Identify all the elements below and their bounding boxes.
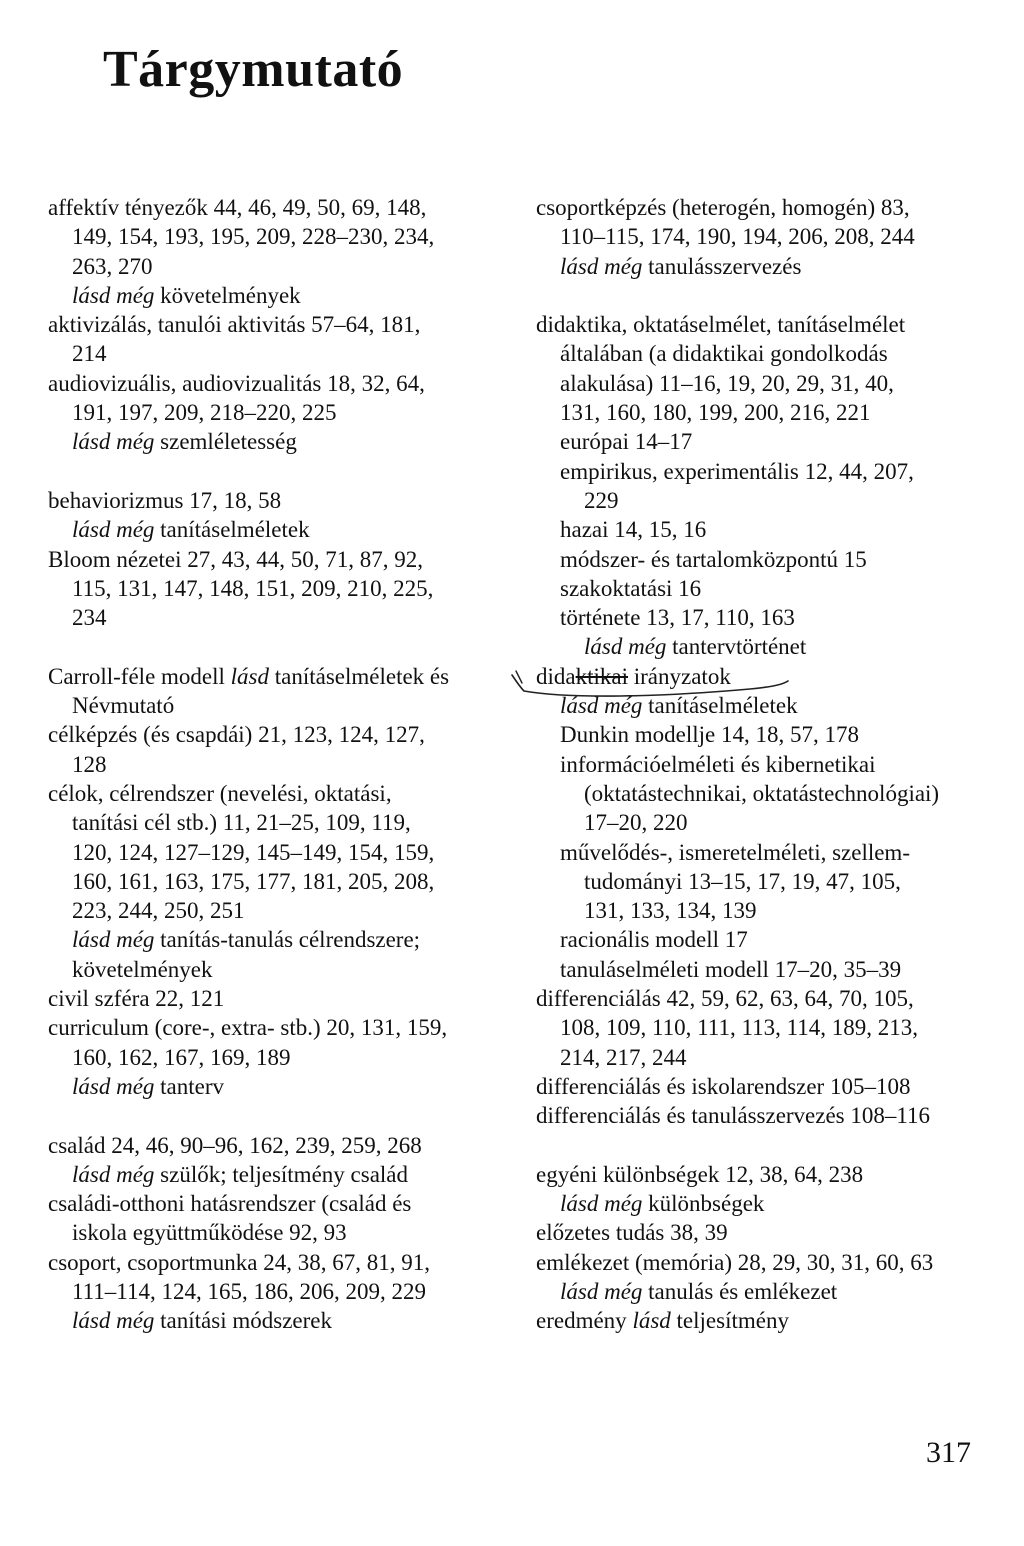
- blank-line: [536, 281, 996, 310]
- index-entry: [48, 984, 508, 1013]
- index-entry: [48, 1248, 508, 1277]
- index-subline: [48, 398, 508, 427]
- index-entry: [48, 369, 508, 398]
- index-entry: [48, 662, 508, 691]
- entry-text: emlékezet (memória) 28, 29, 30, 31, 60, 63: [536, 1249, 934, 1275]
- entry-text: differenciálás és iskolarendszer 105–108: [536, 1073, 911, 1099]
- index-subline: [48, 838, 508, 867]
- entry-text: módszer- és tartalomközpontú 15: [560, 546, 867, 572]
- index-subline: [536, 1013, 996, 1042]
- index-entry: [48, 545, 508, 574]
- entry-text: szülők; teljesítmény család: [154, 1161, 408, 1187]
- entry-text: differenciálás 42, 59, 62, 63, 64, 70, 105,: [536, 986, 914, 1012]
- entry-text: célok, célrendszer (nevelési, oktatási,: [48, 780, 392, 806]
- entry-text: aktivizálás, tanulói aktivitás 57–64, 181,: [48, 312, 421, 338]
- index-subline: [48, 1072, 508, 1101]
- index-subline: [536, 867, 996, 896]
- entry-text: racionális modell 17: [560, 927, 748, 953]
- index-subline: [536, 632, 996, 661]
- entry-text: tanításelméletek: [642, 693, 798, 719]
- index-subline: [536, 515, 996, 544]
- cross-reference-label: lásd még: [72, 927, 155, 953]
- entry-text: 149, 154, 193, 195, 209, 228–230, 234,: [72, 224, 435, 250]
- index-subline: [48, 808, 508, 837]
- entry-text: hazai 14, 15, 16: [560, 517, 707, 543]
- entry-text: előzetes tudás 38, 39: [536, 1220, 728, 1246]
- entry-text: civil szféra 22, 121: [48, 986, 225, 1012]
- entry-text: 120, 124, 127–129, 145–149, 154, 159,: [72, 839, 435, 865]
- index-subline: [536, 808, 996, 837]
- entry-text: tanításelméletek: [154, 517, 310, 543]
- index-subline: [48, 574, 508, 603]
- entry-text: 214, 217, 244: [560, 1044, 687, 1070]
- entry-text: 131, 133, 134, 139: [584, 898, 757, 924]
- entry-text: 115, 131, 147, 148, 151, 209, 210, 225,: [72, 575, 434, 601]
- entry-text: 263, 270: [72, 253, 153, 279]
- entry-text: (oktatástechnikai, oktatástechnológiai): [584, 780, 940, 806]
- index-subline: [48, 925, 508, 954]
- entry-text: 214: [72, 341, 107, 367]
- cross-reference-label: lásd még: [560, 1191, 643, 1217]
- entry-text: 229: [584, 487, 619, 513]
- index-subline: [48, 281, 508, 310]
- index-entry: [48, 193, 508, 222]
- entry-text: tantervtörténet: [666, 634, 807, 660]
- entry-text: célképzés (és csapdái) 21, 123, 124, 127,: [48, 722, 425, 748]
- cross-reference-label: lásd még: [72, 1073, 155, 1099]
- entry-text: 234: [72, 605, 107, 631]
- index-subline: [536, 398, 996, 427]
- index-subline: [48, 603, 508, 632]
- index-subline: [536, 955, 996, 984]
- entry-text: 128: [72, 751, 107, 777]
- entry-text: 108, 109, 110, 111, 113, 114, 189, 213,: [560, 1015, 918, 1041]
- index-entry: [536, 310, 996, 339]
- index-entry: [48, 1189, 508, 1218]
- entry-text: története 13, 17, 110, 163: [560, 605, 795, 631]
- index-subline: [536, 369, 996, 398]
- cross-reference-label: lásd még: [72, 1308, 155, 1334]
- blank-line: [48, 632, 508, 661]
- index-subline: [536, 603, 996, 632]
- entry-text: követelmények: [154, 282, 301, 308]
- entry-text: tanításelméletek és: [269, 663, 450, 689]
- entry-text: 17–20, 220: [584, 810, 688, 836]
- entry-text: 191, 197, 209, 218–220, 225: [72, 400, 337, 426]
- index-entry: [48, 310, 508, 339]
- entry-text: affektív tényezők 44, 46, 49, 50, 69, 148,: [48, 195, 427, 220]
- index-entry: [536, 1101, 996, 1130]
- entry-text: európai 14–17: [560, 429, 693, 455]
- index-subline: [536, 427, 996, 456]
- index-column-right: [536, 193, 996, 1336]
- entry-text: követelmények: [72, 956, 213, 982]
- blank-line: [536, 1131, 996, 1160]
- index-subline: [536, 486, 996, 515]
- index-subline: [536, 339, 996, 368]
- cross-reference-label: lásd még: [72, 1161, 155, 1187]
- cross-reference-label: lásd még: [560, 693, 643, 719]
- index-subline: [48, 515, 508, 544]
- index-subline: [48, 867, 508, 896]
- entry-text: 223, 244, 250, 251: [72, 898, 245, 924]
- cross-reference-label: lásd: [230, 663, 269, 689]
- index-entry: [536, 1160, 996, 1189]
- cross-reference-label: lásd még: [560, 253, 643, 279]
- entry-text: tanulás és emlékezet: [642, 1278, 838, 1304]
- index-subline: [536, 779, 996, 808]
- entry-text: Bloom nézetei 27, 43, 44, 50, 71, 87, 92,: [48, 546, 423, 572]
- entry-text: audiovizuális, audiovizualitás 18, 32, 64,: [48, 370, 425, 396]
- entry-text: szakoktatási 16: [560, 575, 702, 601]
- index-entry: [48, 779, 508, 808]
- page-title: Tárgymutató: [103, 41, 404, 98]
- cross-reference-label: lásd még: [584, 634, 667, 660]
- entry-text: művelődés-, ismeretelméleti, szellem-: [560, 839, 910, 865]
- index-subline: [536, 252, 996, 281]
- index-subline: [48, 427, 508, 456]
- cross-reference-label: lásd még: [72, 429, 155, 455]
- index-subline: [48, 955, 508, 984]
- entry-text: Carroll-féle modell: [48, 663, 231, 689]
- entry-text: differenciálás és tanulásszervezés 108–116: [536, 1103, 931, 1129]
- entry-text: ktikai: [575, 663, 628, 689]
- index-subline: [536, 545, 996, 574]
- entry-text: 160, 162, 167, 169, 189: [72, 1044, 291, 1070]
- entry-text: tanterv: [154, 1073, 225, 1099]
- blank-line: [48, 457, 508, 486]
- page-number: 317: [926, 1436, 971, 1469]
- index-subline: [536, 750, 996, 779]
- index-subline: [536, 1189, 996, 1218]
- index-subline: [536, 720, 996, 749]
- entry-text: Névmutató: [72, 693, 175, 719]
- entry-text: család 24, 46, 90–96, 162, 239, 259, 268: [48, 1132, 422, 1158]
- blank-line: [48, 1101, 508, 1130]
- index-subline: [536, 691, 996, 720]
- cross-reference-label: lásd: [632, 1308, 671, 1334]
- index-subline: [536, 457, 996, 486]
- entry-text: tanítási cél stb.) 11, 21–25, 109, 119,: [72, 810, 411, 836]
- index-subline: [536, 896, 996, 925]
- entry-text: tudományi 13–15, 17, 19, 47, 105,: [584, 868, 901, 894]
- index-subline: [536, 1277, 996, 1306]
- index-entry: [48, 720, 508, 749]
- index-entry: [536, 1218, 996, 1247]
- index-subline: [536, 574, 996, 603]
- index-entry: [536, 662, 996, 691]
- index-column-left: [48, 193, 508, 1336]
- entry-text: 110–115, 174, 190, 194, 206, 208, 244: [560, 224, 915, 250]
- cross-reference-label: lásd még: [72, 517, 155, 543]
- entry-text: csoportképzés (heterogén, homogén) 83,: [536, 195, 910, 220]
- index-entry: [536, 1306, 996, 1335]
- index-subline: [48, 750, 508, 779]
- entry-text: általában (a didaktikai gondolkodás: [560, 341, 888, 367]
- entry-text: családi-otthoni hatásrendszer (család és: [48, 1191, 412, 1217]
- index-subline: [48, 252, 508, 281]
- index-entry: [536, 1248, 996, 1277]
- index-subline: [48, 1277, 508, 1306]
- index-subline: [48, 691, 508, 720]
- index-subline: [536, 838, 996, 867]
- entry-text: dida: [536, 663, 576, 689]
- index-subline: [48, 1043, 508, 1072]
- entry-text: Dunkin modellje 14, 18, 57, 178: [560, 722, 859, 748]
- entry-text: csoport, csoportmunka 24, 38, 67, 81, 91,: [48, 1249, 431, 1275]
- entry-text: tanítás-tanulás célrendszere;: [154, 927, 421, 953]
- index-subline: [48, 1306, 508, 1335]
- entry-text: 111–114, 124, 165, 186, 206, 209, 229: [72, 1278, 426, 1304]
- entry-text: információelméleti és kibernetikai: [560, 751, 876, 777]
- index-entry: [536, 984, 996, 1013]
- entry-text: empirikus, experimentális 12, 44, 207,: [560, 458, 914, 484]
- entry-text: curriculum (core-, extra- stb.) 20, 131, 159,: [48, 1015, 448, 1041]
- entry-text: iskola együttműködése 92, 93: [72, 1220, 347, 1246]
- entry-text: 160, 161, 163, 175, 177, 181, 205, 208,: [72, 868, 435, 894]
- index-subline: [536, 925, 996, 954]
- entry-text: tanulásszervezés: [642, 253, 802, 279]
- index-entry: [536, 193, 996, 222]
- entry-text: tanítási módszerek: [154, 1308, 332, 1334]
- index-subline: [48, 1160, 508, 1189]
- index-subline: [48, 222, 508, 251]
- index-subline: [48, 1218, 508, 1247]
- entry-text: irányzatok: [628, 663, 731, 689]
- entry-text: eredmény: [536, 1308, 633, 1334]
- index-subline: [48, 896, 508, 925]
- cross-reference-label: lásd még: [72, 282, 155, 308]
- index-entry: [48, 486, 508, 515]
- entry-text: egyéni különbségek 12, 38, 64, 238: [536, 1161, 864, 1187]
- entry-text: tanuláselméleti modell 17–20, 35–39: [560, 956, 902, 982]
- index-subline: [48, 339, 508, 368]
- entry-text: didaktika, oktatáselmélet, tanításelmélet: [536, 312, 906, 338]
- index-subline: [536, 1043, 996, 1072]
- entry-text: alakulása) 11–16, 19, 20, 29, 31, 40,: [560, 370, 894, 396]
- entry-text: teljesítmény: [670, 1308, 789, 1334]
- entry-text: 131, 160, 180, 199, 200, 216, 221: [560, 400, 871, 426]
- index-entry: [536, 1072, 996, 1101]
- cross-reference-label: lásd még: [560, 1278, 643, 1304]
- entry-text: különbségek: [642, 1191, 765, 1217]
- index-entry: [48, 1131, 508, 1160]
- index-entry: [48, 1013, 508, 1042]
- index-subline: [536, 222, 996, 251]
- entry-text: szemléletesség: [154, 429, 297, 455]
- entry-text: behaviorizmus 17, 18, 58: [48, 487, 282, 513]
